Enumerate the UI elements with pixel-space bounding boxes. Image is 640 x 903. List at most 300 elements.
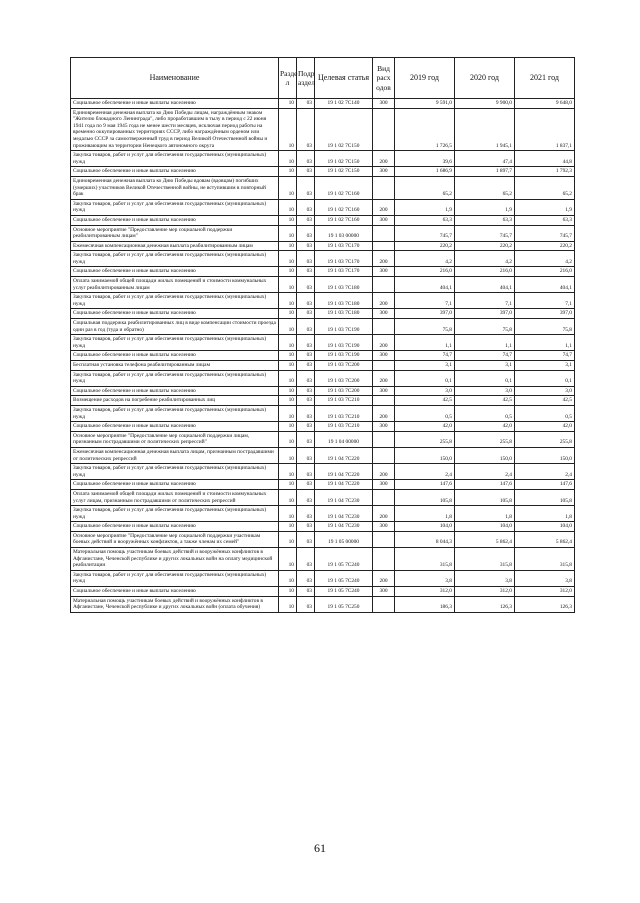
row-section: 10	[279, 480, 297, 490]
row-name: Социальное обеспечение и иные выплаты населению	[71, 587, 279, 597]
row-target-article: 19 1 05 00000	[315, 531, 373, 547]
row-value-2021: 9 648,0	[515, 99, 575, 109]
row-value-2020: 216,0	[455, 267, 515, 277]
row-section: 10	[279, 267, 297, 277]
table-row	[71, 335, 575, 351]
row-expense-type: 200	[373, 405, 395, 421]
row-subsection: 03	[297, 386, 315, 396]
row-value-2021: 65,2	[515, 176, 575, 199]
table-row	[71, 480, 575, 490]
row-value-2019: 9 591,0	[395, 99, 455, 109]
row-target-article: 19 1 04 7С230	[315, 489, 373, 505]
row-value-2020: 47,4	[455, 151, 515, 167]
row-value-2020: 1 897,7	[455, 167, 515, 177]
row-subsection: 03	[297, 480, 315, 490]
row-value-2020: 3,1	[455, 361, 515, 371]
row-value-2021: 105,8	[515, 489, 575, 505]
row-subsection: 03	[297, 293, 315, 309]
row-value-2021: 42,5	[515, 396, 575, 406]
row-value-2019: 1,9	[395, 199, 455, 215]
row-name: Закупка товаров, работ и услуг для обеспечения государственных (муниципальных) нужд	[71, 464, 279, 480]
row-value-2021: 315,8	[515, 548, 575, 571]
row-expense-type	[373, 431, 395, 447]
row-name: Социальное обеспечение и иные выплаты населению	[71, 386, 279, 396]
row-subsection: 03	[297, 396, 315, 406]
row-subsection: 03	[297, 405, 315, 421]
row-section: 10	[279, 293, 297, 309]
row-expense-type: 200	[373, 506, 395, 522]
row-target-article: 19 1 05 7С250	[315, 596, 373, 612]
row-value-2020: 1 945,1	[455, 108, 515, 151]
row-name: Основное мероприятие "Предоставление мер социальной поддержки участникам боевых действий и вооружённых конфликтов, а также членам их семей"	[71, 531, 279, 547]
row-subsection: 03	[297, 241, 315, 251]
row-subsection: 03	[297, 596, 315, 612]
row-name: Закупка товаров, работ и услуг для обеспечения государственных (муниципальных) нужд	[71, 335, 279, 351]
row-expense-type	[373, 108, 395, 151]
row-name: Единовременная денежная выплата ко Дню Победы вдовам (вдовцам) погибших (умерших) участников Великой Отечественной войны, не вступившим в повторный брак	[71, 176, 279, 199]
row-name: Закупка товаров, работ и услуг для обеспечения государственных (муниципальных) нужд	[71, 506, 279, 522]
row-value-2020: 104,0	[455, 522, 515, 532]
row-value-2021: 745,7	[515, 225, 575, 241]
row-section: 10	[279, 548, 297, 571]
row-section: 10	[279, 225, 297, 241]
row-name: Социальное обеспечение и иные выплаты населению	[71, 351, 279, 361]
row-value-2019: 2,4	[395, 464, 455, 480]
row-name: Материальная помощь участникам боевых действий и вооружённых конфликтов в Афганистане, Чеченской республике и других локальных войн на оплату медицинской реабилитации	[71, 548, 279, 571]
row-expense-type: 300	[373, 422, 395, 432]
row-value-2021: 74,7	[515, 351, 575, 361]
row-subsection: 03	[297, 548, 315, 571]
table-header-row	[71, 58, 575, 99]
row-section: 10	[279, 370, 297, 386]
table-row	[71, 431, 575, 447]
row-name: Единовременная денежная выплата ко Дню Победы лицам, награждённым знаком "Жителю блокадного Ленинграда", либо проработавшим в тылу в период с 22 июня 1941 года по 9 мая 1945 года не менее шести месяцев, исключая период работы на временно оккупированных территориях СССР, либо награждённым орденом или медалью СССР за самоотверженный труд в период Великой Отечественной войны и проживающим на территории Ненецкого автономного округа	[71, 108, 279, 151]
row-target-article: 19 1 04 7С230	[315, 506, 373, 522]
row-target-article: 19 1 02 7С150	[315, 167, 373, 177]
row-value-2020: 745,7	[455, 225, 515, 241]
table-row	[71, 370, 575, 386]
row-value-2019: 104,0	[395, 522, 455, 532]
row-value-2021: 1 837,1	[515, 108, 575, 151]
row-expense-type	[373, 489, 395, 505]
row-expense-type	[373, 277, 395, 293]
row-expense-type: 300	[373, 522, 395, 532]
row-subsection: 03	[297, 199, 315, 215]
row-value-2019: 312,0	[395, 587, 455, 597]
row-subsection: 03	[297, 506, 315, 522]
row-target-article: 19 1 02 7С160	[315, 215, 373, 225]
table-row	[71, 108, 575, 151]
row-value-2020: 126,3	[455, 596, 515, 612]
row-section: 10	[279, 531, 297, 547]
row-expense-type: 200	[373, 570, 395, 586]
row-name: Бесплатная установка телефона реабилитированным лицам	[71, 361, 279, 371]
row-subsection: 03	[297, 335, 315, 351]
row-name: Ежемесячная компенсационная денежная выплата реабилитированным лицам	[71, 241, 279, 251]
row-value-2019: 1,1	[395, 335, 455, 351]
row-expense-type: 200	[373, 293, 395, 309]
table-row	[71, 241, 575, 251]
row-name: Социальное обеспечение и иные выплаты населению	[71, 522, 279, 532]
row-expense-type	[373, 396, 395, 406]
row-value-2020: 0,1	[455, 370, 515, 386]
row-section: 10	[279, 587, 297, 597]
table-row	[71, 422, 575, 432]
row-target-article: 19 1 03 7С200	[315, 386, 373, 396]
row-section: 10	[279, 215, 297, 225]
row-name: Основное мероприятие "Предоставление мер социальной поддержки реабилитированным лицам"	[71, 225, 279, 241]
row-name: Социальное обеспечение и иные выплаты населению	[71, 422, 279, 432]
row-value-2019: 0,5	[395, 405, 455, 421]
table-row	[71, 464, 575, 480]
row-value-2021: 42,0	[515, 422, 575, 432]
row-value-2019: 1 726,5	[395, 108, 455, 151]
row-value-2020: 255,8	[455, 431, 515, 447]
table-row	[71, 489, 575, 505]
row-subsection: 03	[297, 267, 315, 277]
table-row	[71, 386, 575, 396]
row-value-2019: 397,0	[395, 309, 455, 319]
row-expense-type	[373, 241, 395, 251]
row-value-2019: 105,8	[395, 489, 455, 505]
row-subsection: 03	[297, 309, 315, 319]
row-subsection: 03	[297, 176, 315, 199]
row-name: Закупка товаров, работ и услуг для обеспечения государственных (муниципальных) нужд	[71, 199, 279, 215]
row-value-2021: 216,0	[515, 267, 575, 277]
table-row	[71, 522, 575, 532]
row-expense-type	[373, 361, 395, 371]
row-subsection: 03	[297, 225, 315, 241]
row-value-2021: 126,3	[515, 596, 575, 612]
row-value-2020: 1,8	[455, 506, 515, 522]
row-target-article: 19 1 02 7С150	[315, 108, 373, 151]
row-value-2020: 312,0	[455, 587, 515, 597]
row-target-article: 19 1 03 7С210	[315, 422, 373, 432]
row-name: Закупка товаров, работ и услуг для обеспечения государственных (муниципальных) нужд	[71, 370, 279, 386]
row-value-2021: 2,4	[515, 464, 575, 480]
row-value-2019: 4,2	[395, 251, 455, 267]
row-target-article: 19 1 03 7С210	[315, 405, 373, 421]
row-value-2021: 75,8	[515, 319, 575, 335]
row-value-2020: 220,2	[455, 241, 515, 251]
row-target-article: 19 1 05 7С240	[315, 587, 373, 597]
row-value-2021: 255,8	[515, 431, 575, 447]
row-value-2020: 150,0	[455, 447, 515, 463]
row-section: 10	[279, 431, 297, 447]
row-value-2021: 1,1	[515, 335, 575, 351]
row-value-2021: 1 792,3	[515, 167, 575, 177]
row-name: Социальная поддержка реабилитированных лиц в виде компенсации стоимости проезда один раз в год (туда и обратно)	[71, 319, 279, 335]
row-value-2021: 104,0	[515, 522, 575, 532]
row-value-2021: 397,0	[515, 309, 575, 319]
table-row	[71, 309, 575, 319]
row-subsection: 03	[297, 277, 315, 293]
row-value-2021: 3,1	[515, 361, 575, 371]
row-name: Социальное обеспечение и иные выплаты населению	[71, 99, 279, 109]
row-expense-type: 200	[373, 370, 395, 386]
row-subsection: 03	[297, 361, 315, 371]
table-row	[71, 596, 575, 612]
row-value-2019: 3,1	[395, 361, 455, 371]
row-value-2020: 1,1	[455, 335, 515, 351]
row-name: Основное мероприятие "Предоставление мер социальной поддержки лицам, признанным пострадавшими от политических репрессий"	[71, 431, 279, 447]
row-value-2021: 44,8	[515, 151, 575, 167]
row-value-2019: 75,8	[395, 319, 455, 335]
row-value-2019: 8 044,3	[395, 531, 455, 547]
row-expense-type	[373, 548, 395, 571]
page-number: 61	[314, 841, 326, 855]
header-subsection: Подр аздел	[297, 58, 315, 99]
row-value-2019: 63,3	[395, 215, 455, 225]
row-section: 10	[279, 361, 297, 371]
row-name: Закупка товаров, работ и услуг для обеспечения государственных (муниципальных) нужд	[71, 570, 279, 586]
row-value-2020: 315,8	[455, 548, 515, 571]
row-subsection: 03	[297, 99, 315, 109]
row-name: Ежемесячная компенсационная денежная выплата лицам, признанным пострадавшими от политических репрессий	[71, 447, 279, 463]
row-expense-type: 300	[373, 587, 395, 597]
row-value-2019: 147,6	[395, 480, 455, 490]
row-target-article: 19 1 04 00000	[315, 431, 373, 447]
row-value-2019: 39,6	[395, 151, 455, 167]
row-target-article: 19 1 03 7С200	[315, 361, 373, 371]
row-subsection: 03	[297, 422, 315, 432]
row-section: 10	[279, 241, 297, 251]
row-target-article: 19 1 04 7С220	[315, 480, 373, 490]
header-year-2021: 2021 год	[515, 58, 575, 99]
row-value-2021: 63,3	[515, 215, 575, 225]
row-value-2019: 42,5	[395, 396, 455, 406]
row-expense-type	[373, 225, 395, 241]
table-row	[71, 277, 575, 293]
table-row	[71, 587, 575, 597]
row-name: Социальное обеспечение и иные выплаты населению	[71, 480, 279, 490]
row-expense-type	[373, 596, 395, 612]
row-value-2020: 4,2	[455, 251, 515, 267]
row-value-2021: 150,0	[515, 447, 575, 463]
row-subsection: 03	[297, 464, 315, 480]
table-row	[71, 351, 575, 361]
row-value-2019: 1,8	[395, 506, 455, 522]
table-row	[71, 176, 575, 199]
row-section: 10	[279, 570, 297, 586]
row-expense-type	[373, 319, 395, 335]
row-section: 10	[279, 199, 297, 215]
row-section: 10	[279, 405, 297, 421]
row-value-2019: 745,7	[395, 225, 455, 241]
row-target-article: 19 1 03 00000	[315, 225, 373, 241]
table-row	[71, 215, 575, 225]
row-subsection: 03	[297, 489, 315, 505]
row-section: 10	[279, 489, 297, 505]
row-value-2019: 7,1	[395, 293, 455, 309]
row-target-article: 19 1 04 7С230	[315, 522, 373, 532]
row-subsection: 03	[297, 447, 315, 463]
row-target-article: 19 1 03 7С190	[315, 351, 373, 361]
row-value-2021: 220,2	[515, 241, 575, 251]
row-value-2020: 75,8	[455, 319, 515, 335]
row-target-article: 19 1 04 7С220	[315, 464, 373, 480]
row-value-2019: 0,1	[395, 370, 455, 386]
row-section: 10	[279, 151, 297, 167]
header-year-2019: 2019 год	[395, 58, 455, 99]
row-section: 10	[279, 251, 297, 267]
row-value-2021: 4,2	[515, 251, 575, 267]
row-section: 10	[279, 319, 297, 335]
row-value-2020: 65,2	[455, 176, 515, 199]
row-value-2020: 42,5	[455, 396, 515, 406]
row-value-2020: 105,8	[455, 489, 515, 505]
row-name: Социальное обеспечение и иные выплаты населению	[71, 167, 279, 177]
row-name: Закупка товаров, работ и услуг для обеспечения государственных (муниципальных) нужд	[71, 151, 279, 167]
row-expense-type: 300	[373, 167, 395, 177]
table-row	[71, 199, 575, 215]
row-value-2019: 255,8	[395, 431, 455, 447]
row-expense-type	[373, 176, 395, 199]
row-name: Социальное обеспечение и иные выплаты населению	[71, 267, 279, 277]
row-section: 10	[279, 351, 297, 361]
row-name: Оплата занимаемой общей площади жилых помещений и стоимости коммунальных услуг лицам, признанным пострадавшими от политических репрессий	[71, 489, 279, 505]
row-subsection: 03	[297, 570, 315, 586]
table-row	[71, 396, 575, 406]
row-section: 10	[279, 309, 297, 319]
row-name: Социальное обеспечение и иные выплаты населению	[71, 215, 279, 225]
row-value-2019: 220,2	[395, 241, 455, 251]
table-row	[71, 167, 575, 177]
row-value-2020: 63,3	[455, 215, 515, 225]
table-row	[71, 405, 575, 421]
row-value-2020: 3,0	[455, 386, 515, 396]
row-value-2020: 9 900,0	[455, 99, 515, 109]
budget-table	[70, 57, 575, 613]
row-expense-type: 200	[373, 464, 395, 480]
row-target-article: 19 1 02 7С160	[315, 176, 373, 199]
row-value-2020: 3,8	[455, 570, 515, 586]
row-value-2021: 5 862,4	[515, 531, 575, 547]
row-target-article: 19 1 02 7С140	[315, 99, 373, 109]
row-section: 10	[279, 167, 297, 177]
row-value-2019: 74,7	[395, 351, 455, 361]
row-subsection: 03	[297, 351, 315, 361]
row-value-2021: 3,0	[515, 386, 575, 396]
row-expense-type: 200	[373, 199, 395, 215]
row-section: 10	[279, 464, 297, 480]
table-row	[71, 447, 575, 463]
row-section: 10	[279, 108, 297, 151]
row-value-2021: 404,1	[515, 277, 575, 293]
row-target-article: 19 1 03 7С180	[315, 293, 373, 309]
row-value-2021: 147,6	[515, 480, 575, 490]
row-expense-type: 300	[373, 99, 395, 109]
row-value-2020: 1,9	[455, 199, 515, 215]
row-value-2020: 2,4	[455, 464, 515, 480]
row-target-article: 19 1 03 7С180	[315, 277, 373, 293]
table-row	[71, 548, 575, 571]
row-value-2019: 42,0	[395, 422, 455, 432]
row-value-2019: 3,8	[395, 570, 455, 586]
table-row	[71, 99, 575, 109]
row-value-2019: 216,0	[395, 267, 455, 277]
row-value-2020: 147,6	[455, 480, 515, 490]
row-name: Закупка товаров, работ и услуг для обеспечения государственных (муниципальных) нужд	[71, 251, 279, 267]
table-row	[71, 506, 575, 522]
row-value-2019: 1 686,9	[395, 167, 455, 177]
table-row	[71, 570, 575, 586]
row-expense-type: 200	[373, 335, 395, 351]
row-target-article: 19 1 03 7С170	[315, 241, 373, 251]
row-expense-type: 200	[373, 151, 395, 167]
row-section: 10	[279, 506, 297, 522]
row-value-2019: 65,2	[395, 176, 455, 199]
table-row	[71, 319, 575, 335]
row-value-2019: 186,3	[395, 596, 455, 612]
row-expense-type: 300	[373, 351, 395, 361]
row-target-article: 19 1 05 7С240	[315, 570, 373, 586]
row-target-article: 19 1 03 7С180	[315, 309, 373, 319]
row-name: Материальная помощь участникам боевых действий и вооружённых конфликтов в Афганистане, Чеченской республике и других локальных войн (оплата обучения)	[71, 596, 279, 612]
table-row	[71, 225, 575, 241]
row-value-2020: 0,5	[455, 405, 515, 421]
row-subsection: 03	[297, 370, 315, 386]
row-value-2021: 0,1	[515, 370, 575, 386]
row-value-2020: 5 862,4	[455, 531, 515, 547]
row-name: Социальное обеспечение и иные выплаты населению	[71, 309, 279, 319]
row-subsection: 03	[297, 522, 315, 532]
row-subsection: 03	[297, 587, 315, 597]
row-section: 10	[279, 422, 297, 432]
row-target-article: 19 1 05 7С240	[315, 548, 373, 571]
row-value-2020: 42,0	[455, 422, 515, 432]
row-subsection: 03	[297, 531, 315, 547]
row-expense-type: 300	[373, 267, 395, 277]
row-section: 10	[279, 386, 297, 396]
header-year-2020: 2020 год	[455, 58, 515, 99]
row-section: 10	[279, 99, 297, 109]
header-target-article: Целевая статья	[315, 58, 373, 99]
row-name: Возмещение расходов на погребение реабилитированных лиц	[71, 396, 279, 406]
row-name: Закупка товаров, работ и услуг для обеспечения государственных (муниципальных) нужд	[71, 405, 279, 421]
row-expense-type	[373, 531, 395, 547]
table-body	[71, 99, 575, 613]
table-row	[71, 267, 575, 277]
row-expense-type: 300	[373, 309, 395, 319]
table-row	[71, 361, 575, 371]
row-expense-type: 300	[373, 215, 395, 225]
row-target-article: 19 1 02 7С150	[315, 151, 373, 167]
row-target-article: 19 1 03 7С190	[315, 319, 373, 335]
row-value-2021: 7,1	[515, 293, 575, 309]
table-row	[71, 293, 575, 309]
row-section: 10	[279, 176, 297, 199]
row-target-article: 19 1 03 7С210	[315, 396, 373, 406]
row-subsection: 03	[297, 431, 315, 447]
header-name: Наименование	[71, 58, 279, 99]
row-value-2019: 404,1	[395, 277, 455, 293]
table-row	[71, 531, 575, 547]
row-section: 10	[279, 596, 297, 612]
row-value-2020: 74,7	[455, 351, 515, 361]
header-expense-type: Вид расх одов	[373, 58, 395, 99]
row-expense-type	[373, 447, 395, 463]
row-value-2021: 3,8	[515, 570, 575, 586]
row-value-2020: 397,0	[455, 309, 515, 319]
row-value-2021: 312,0	[515, 587, 575, 597]
row-subsection: 03	[297, 215, 315, 225]
row-target-article: 19 1 03 7С170	[315, 251, 373, 267]
row-subsection: 03	[297, 167, 315, 177]
table-row	[71, 251, 575, 267]
row-target-article: 19 1 04 7С220	[315, 447, 373, 463]
row-section: 10	[279, 335, 297, 351]
